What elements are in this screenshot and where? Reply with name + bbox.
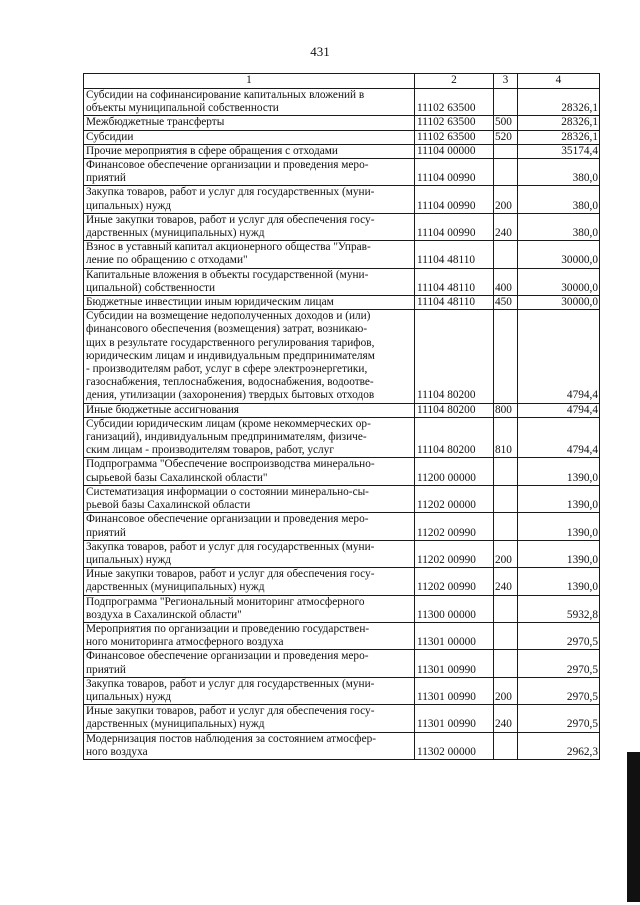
header-col-1: 1 bbox=[84, 74, 415, 89]
row-amount-cell: 28326,1 bbox=[518, 130, 600, 144]
row-name-cell: Субсидии юридическим лицам (кроме некоммерческих ор- ганизаций), индивидуальным предпринимателям, физиче- ским лицам - производителям товаров, работ, услуг bbox=[84, 417, 415, 458]
row-code-cell: 11300 00000 bbox=[415, 595, 494, 622]
row-code-cell: 11102 63500 bbox=[415, 130, 494, 144]
row-type-cell: 200 bbox=[494, 540, 518, 567]
row-amount-cell: 2962,3 bbox=[518, 732, 600, 759]
row-name-cell: Финансовое обеспечение организации и проведения меро- приятий bbox=[84, 650, 415, 677]
row-amount-cell: 380,0 bbox=[518, 213, 600, 240]
row-amount-cell: 30000,0 bbox=[518, 268, 600, 295]
row-type-cell: 200 bbox=[494, 677, 518, 704]
row-amount-cell: 2970,5 bbox=[518, 677, 600, 704]
row-name-cell: Подпрограмма "Обеспечение воспроизводства минерально- сырьевой базы Сахалинской области" bbox=[84, 458, 415, 485]
row-amount-cell: 1390,0 bbox=[518, 568, 600, 595]
row-type-cell: 500 bbox=[494, 116, 518, 130]
header-col-2: 2 bbox=[415, 74, 494, 89]
row-name-cell: Иные бюджетные ассигнования bbox=[84, 403, 415, 417]
row-code-cell: 11104 80200 bbox=[415, 310, 494, 403]
header-col-3: 3 bbox=[494, 74, 518, 89]
row-type-cell bbox=[494, 310, 518, 403]
row-amount-cell: 4794,4 bbox=[518, 403, 600, 417]
row-amount-cell: 4794,4 bbox=[518, 417, 600, 458]
row-name-cell: Субсидии на софинансирование капитальных вложений в объекты муниципальной собственности bbox=[84, 89, 415, 116]
row-type-cell: 400 bbox=[494, 268, 518, 295]
table-row bbox=[84, 458, 600, 485]
table-row bbox=[84, 159, 600, 186]
table-row bbox=[84, 213, 600, 240]
table-row bbox=[84, 732, 600, 759]
row-name-cell: Капитальные вложения в объекты государственной (муни- ципальной) собственности bbox=[84, 268, 415, 295]
table-row bbox=[84, 268, 600, 295]
row-code-cell: 11202 00000 bbox=[415, 485, 494, 512]
row-type-cell: 450 bbox=[494, 296, 518, 310]
page-number: 431 bbox=[310, 44, 330, 59]
row-code-cell: 11104 00990 bbox=[415, 186, 494, 213]
row-amount-cell: 380,0 bbox=[518, 186, 600, 213]
table-row bbox=[84, 403, 600, 417]
table-row bbox=[84, 540, 600, 567]
row-name-cell: Межбюджетные трансферты bbox=[84, 116, 415, 130]
row-code-cell: 11104 48110 bbox=[415, 241, 494, 268]
row-name-cell: Взнос в уставный капитал акционерного общества "Управ- ление по обращению с отходами" bbox=[84, 241, 415, 268]
row-code-cell: 11104 00990 bbox=[415, 159, 494, 186]
row-code-cell: 11102 63500 bbox=[415, 116, 494, 130]
row-type-cell bbox=[494, 622, 518, 649]
row-type-cell bbox=[494, 485, 518, 512]
row-amount-cell: 4794,4 bbox=[518, 310, 600, 403]
row-name-cell: Модернизация постов наблюдения за состоянием атмосфер- ного воздуха bbox=[84, 732, 415, 759]
table-row bbox=[84, 622, 600, 649]
row-code-cell: 11200 00000 bbox=[415, 458, 494, 485]
row-amount-cell: 1390,0 bbox=[518, 458, 600, 485]
row-name-cell: Прочие мероприятия в сфере обращения с отходами bbox=[84, 144, 415, 158]
row-type-cell bbox=[494, 595, 518, 622]
row-amount-cell: 30000,0 bbox=[518, 241, 600, 268]
table-row bbox=[84, 186, 600, 213]
row-type-cell: 240 bbox=[494, 568, 518, 595]
row-type-cell: 240 bbox=[494, 705, 518, 732]
row-code-cell: 11104 00000 bbox=[415, 144, 494, 158]
row-name-cell: Финансовое обеспечение организации и проведения меро- приятий bbox=[84, 513, 415, 540]
table-row bbox=[84, 89, 600, 116]
table-row bbox=[84, 296, 600, 310]
row-code-cell: 11202 00990 bbox=[415, 540, 494, 567]
row-code-cell: 11301 00000 bbox=[415, 622, 494, 649]
row-name-cell: Иные закупки товаров, работ и услуг для обеспечения госу- дарственных (муниципальных) нужд bbox=[84, 213, 415, 240]
row-code-cell: 11202 00990 bbox=[415, 568, 494, 595]
table-row bbox=[84, 310, 600, 403]
row-name-cell: Мероприятия по организации и проведению государствен- ного мониторинга атмосферного воздуха bbox=[84, 622, 415, 649]
row-type-cell: 200 bbox=[494, 186, 518, 213]
row-name-cell: Субсидии на возмещение недополученных доходов и (или) финансового обеспечения (возмещения) затрат, возникаю- щих в результате государственного регулирования тарифов, юридическим лицам и индивидуальным предпринимателям - производителям работ, услуг в сфере электроэнергетики, газоснабжения, теплоснабжения, водоснабжения, водоотве- дения, утилизации (захоронения) твердых бытовых отходов bbox=[84, 310, 415, 403]
table-row bbox=[84, 116, 600, 130]
row-amount-cell: 380,0 bbox=[518, 159, 600, 186]
row-type-cell bbox=[494, 144, 518, 158]
row-name-cell: Финансовое обеспечение организации и проведения меро- приятий bbox=[84, 159, 415, 186]
table-row bbox=[84, 595, 600, 622]
row-type-cell bbox=[494, 89, 518, 116]
table-row bbox=[84, 144, 600, 158]
row-type-cell: 240 bbox=[494, 213, 518, 240]
row-type-cell bbox=[494, 159, 518, 186]
table-row bbox=[84, 705, 600, 732]
table-row bbox=[84, 130, 600, 144]
row-amount-cell: 35174,4 bbox=[518, 144, 600, 158]
row-name-cell: Закупка товаров, работ и услуг для государственных (муни- ципальных) нужд bbox=[84, 540, 415, 567]
row-name-cell: Подпрограмма "Региональный мониторинг атмосферного воздуха в Сахалинской области" bbox=[84, 595, 415, 622]
row-name-cell: Бюджетные инвестиции иным юридическим лицам bbox=[84, 296, 415, 310]
table-row bbox=[84, 513, 600, 540]
row-type-cell: 800 bbox=[494, 403, 518, 417]
row-type-cell bbox=[494, 650, 518, 677]
row-code-cell: 11104 48110 bbox=[415, 268, 494, 295]
row-code-cell: 11301 00990 bbox=[415, 650, 494, 677]
row-code-cell: 11104 80200 bbox=[415, 417, 494, 458]
row-code-cell: 11301 00990 bbox=[415, 677, 494, 704]
row-name-cell: Субсидии bbox=[84, 130, 415, 144]
row-code-cell: 11104 00990 bbox=[415, 213, 494, 240]
row-type-cell bbox=[494, 458, 518, 485]
row-amount-cell: 1390,0 bbox=[518, 513, 600, 540]
row-amount-cell: 1390,0 bbox=[518, 485, 600, 512]
table-row bbox=[84, 417, 600, 458]
row-code-cell: 11202 00990 bbox=[415, 513, 494, 540]
row-code-cell: 11104 80200 bbox=[415, 403, 494, 417]
row-amount-cell: 1390,0 bbox=[518, 540, 600, 567]
row-name-cell: Закупка товаров, работ и услуг для государственных (муни- ципальных) нужд bbox=[84, 186, 415, 213]
row-name-cell: Иные закупки товаров, работ и услуг для обеспечения госу- дарственных (муниципальных) нужд bbox=[84, 705, 415, 732]
table-header-row bbox=[84, 74, 600, 89]
table-row bbox=[84, 650, 600, 677]
table-row bbox=[84, 241, 600, 268]
table-row bbox=[84, 485, 600, 512]
table-row bbox=[84, 677, 600, 704]
row-type-cell bbox=[494, 513, 518, 540]
row-name-cell: Закупка товаров, работ и услуг для государственных (муни- ципальных) нужд bbox=[84, 677, 415, 704]
row-code-cell: 11302 00000 bbox=[415, 732, 494, 759]
row-name-cell: Иные закупки товаров, работ и услуг для обеспечения госу- дарственных (муниципальных) нужд bbox=[84, 568, 415, 595]
table-row bbox=[84, 568, 600, 595]
row-amount-cell: 2970,5 bbox=[518, 622, 600, 649]
row-type-cell bbox=[494, 732, 518, 759]
row-type-cell: 520 bbox=[494, 130, 518, 144]
row-code-cell: 11104 48110 bbox=[415, 296, 494, 310]
row-type-cell bbox=[494, 241, 518, 268]
row-amount-cell: 28326,1 bbox=[518, 116, 600, 130]
row-code-cell: 11102 63500 bbox=[415, 89, 494, 116]
scan-edge-mark bbox=[627, 752, 640, 902]
row-amount-cell: 28326,1 bbox=[518, 89, 600, 116]
row-amount-cell: 5932,8 bbox=[518, 595, 600, 622]
row-amount-cell: 2970,5 bbox=[518, 705, 600, 732]
row-code-cell: 11301 00990 bbox=[415, 705, 494, 732]
row-amount-cell: 2970,5 bbox=[518, 650, 600, 677]
row-name-cell: Систематизация информации о состоянии минерально-сы- рьевой базы Сахалинской области bbox=[84, 485, 415, 512]
header-col-4: 4 bbox=[518, 74, 600, 89]
row-type-cell: 810 bbox=[494, 417, 518, 458]
row-amount-cell: 30000,0 bbox=[518, 296, 600, 310]
budget-table bbox=[83, 73, 600, 760]
